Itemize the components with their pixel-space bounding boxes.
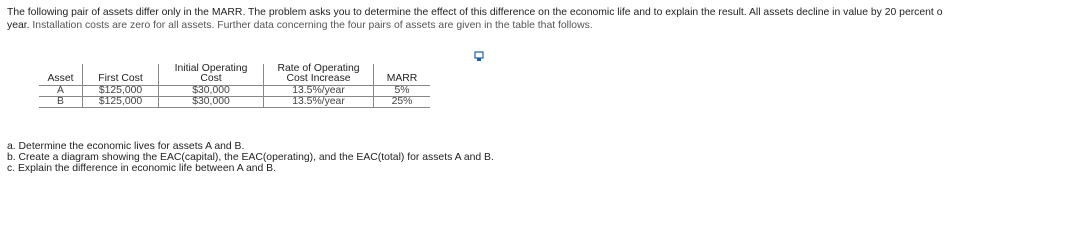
- table-header-row: [39, 64, 430, 86]
- header-rate-line2: Cost Increase: [286, 73, 351, 84]
- question-a: a. Determine the economic lives for assets A and B.: [7, 141, 245, 152]
- cell-asset: A: [39, 86, 83, 97]
- cell-first-cost: $125,000: [83, 86, 159, 97]
- header-asset: Asset: [39, 64, 83, 86]
- intro-line-2-start: year.: [7, 20, 30, 31]
- table-row: [39, 86, 430, 97]
- cell-initial-operating-cost: $30,000: [159, 86, 264, 97]
- question-c: c. Explain the difference in economic life between A and B.: [7, 163, 276, 174]
- header-initial-operating-cost-line2: Cost: [200, 73, 222, 84]
- cell-marr: 25%: [374, 97, 431, 108]
- problem-intro: [7, 6, 1080, 32]
- header-initial-operating-cost: [159, 64, 264, 86]
- header-rate-of-operating-cost-increase: [264, 64, 374, 86]
- header-initial-operating-cost-line1: Initial Operating: [174, 63, 248, 74]
- cell-initial-operating-cost: $30,000: [159, 97, 264, 108]
- cell-marr: 5%: [374, 86, 431, 97]
- cell-first-cost: $125,000: [83, 97, 159, 108]
- question-b: b. Create a diagram showing the EAC(capital), the EAC(operating), and the EAC(total) for assets A and B.: [7, 152, 494, 163]
- question-list: [7, 141, 494, 174]
- document-icon[interactable]: [474, 51, 484, 62]
- intro-line-1: The following pair of assets differ only in the MARR. The problem asks you to determine the effect of this difference on the economic life and to explain the result. All assets decline in value by 20 percent o: [7, 7, 943, 18]
- asset-data-table: [39, 64, 430, 108]
- header-first-cost: First Cost: [83, 64, 159, 86]
- header-marr: MARR: [374, 64, 431, 86]
- cell-rate: 13.5%/year: [264, 86, 374, 97]
- cell-rate: 13.5%/year: [264, 97, 374, 108]
- intro-line-2: [7, 19, 1080, 32]
- intro-line-2-rest: Installation costs are zero for all assets. Further data concerning the four pairs of assets are given in the table that follows.: [32, 20, 593, 31]
- table-row: [39, 97, 430, 108]
- header-rate-line1: Rate of Operating: [277, 63, 360, 74]
- cell-asset: B: [39, 97, 83, 108]
